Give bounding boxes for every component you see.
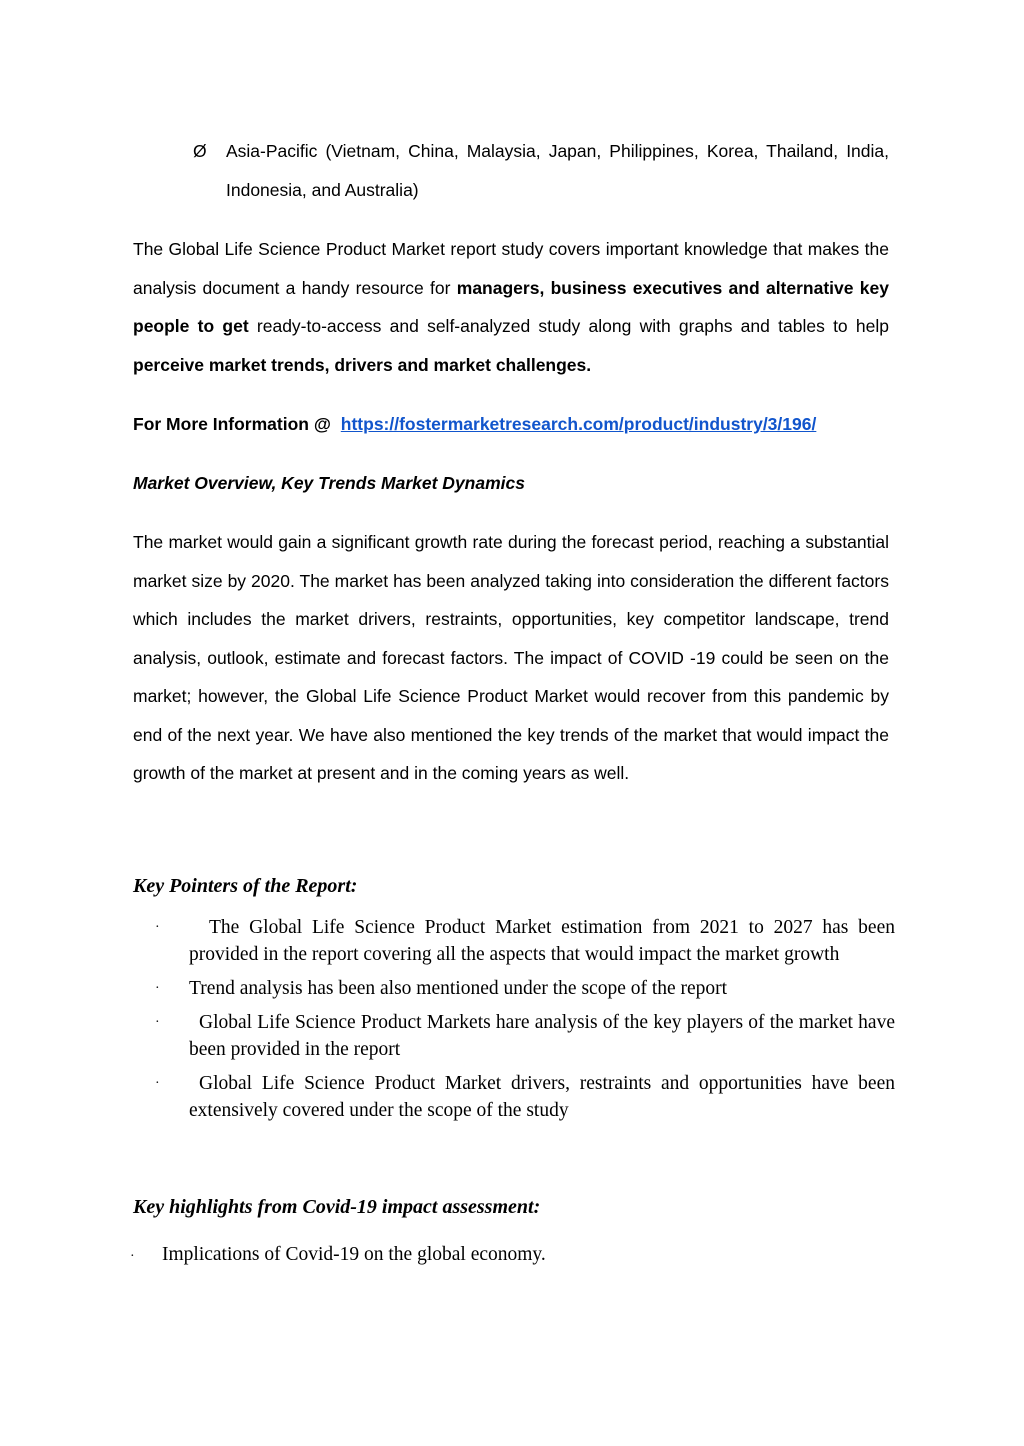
more-info-label: For More Information @ — [133, 414, 331, 434]
intro-text-2: ready-to-access and self-analyzed study along with graphs and tables to help — [248, 316, 889, 336]
market-overview-body: The market would gain a significant growth rate during the forecast period, reaching a substantial market size by 2020. The market has been analyzed taking into consideration the different factors which includes the market drivers, restraints, opportunities, key competitor landscape, trend analysis, outlook, estimate and forecast factors. The impact of COVID -19 could be seen on the market; however, the Global Life Science Product Market would recover from this pandemic by end of the next year. We have also mentioned the key trends of the market that would impact the growth of the market at present and in the coming years as well. — [133, 532, 889, 783]
bullet-dot: · — [155, 920, 160, 935]
list-item — [130, 1241, 546, 1270]
intro-text-1: The Global Life Science Product Market report study covers important knowledge that makes the analysis document a handy resource for — [133, 239, 889, 298]
more-info-line — [133, 405, 893, 444]
key-pointers-list — [155, 914, 895, 1131]
region-bullet-symbol: Ø — [193, 141, 207, 161]
bullet-dot: · — [155, 1076, 160, 1091]
intro-bold-2: perceive market trends, drivers and market challenges. — [133, 354, 592, 375]
market-overview-heading: Market Overview, Key Trends Market Dynamics — [133, 473, 525, 493]
more-info-link[interactable]: https://fostermarketresearch.com/product/industry/3/196/ — [340, 414, 817, 434]
list-item-text: Global Life Science Product Market drivers, restraints and opportunities have been extensively covered under the scope of the study — [189, 1073, 895, 1121]
intro-bold-1: managers, business executives and alternative key people to get — [133, 277, 890, 336]
bullet-dot: · — [155, 981, 160, 996]
intro-paragraph — [133, 230, 889, 384]
list-item — [155, 914, 895, 968]
bullet-dot: · — [155, 1015, 160, 1030]
list-item-text: Trend analysis has been also mentioned under the scope of the report — [189, 978, 728, 999]
list-item — [155, 975, 895, 1002]
key-pointers-heading: Key Pointers of the Report: — [133, 875, 358, 897]
region-bullet-text: Asia-Pacific (Vietnam, China, Malaysia, Japan, Philippines, Korea, Thailand, India, Indonesia, and Australia) — [226, 141, 889, 200]
list-item — [155, 1009, 895, 1063]
bullet-dot: · — [130, 1249, 135, 1264]
list-item-text: Global Life Science Product Markets hare analysis of the key players of the market have been provided in the report — [189, 1012, 895, 1060]
list-item-text: The Global Life Science Product Market estimation from 2021 to 2027 has been provided in the report covering all the aspects that would impact the market growth — [189, 917, 895, 965]
list-item-text: Implications of Covid-19 on the global economy. — [162, 1244, 546, 1265]
list-item — [155, 1070, 895, 1124]
covid-highlights-heading: Key highlights from Covid-19 impact assessment: — [133, 1196, 541, 1218]
